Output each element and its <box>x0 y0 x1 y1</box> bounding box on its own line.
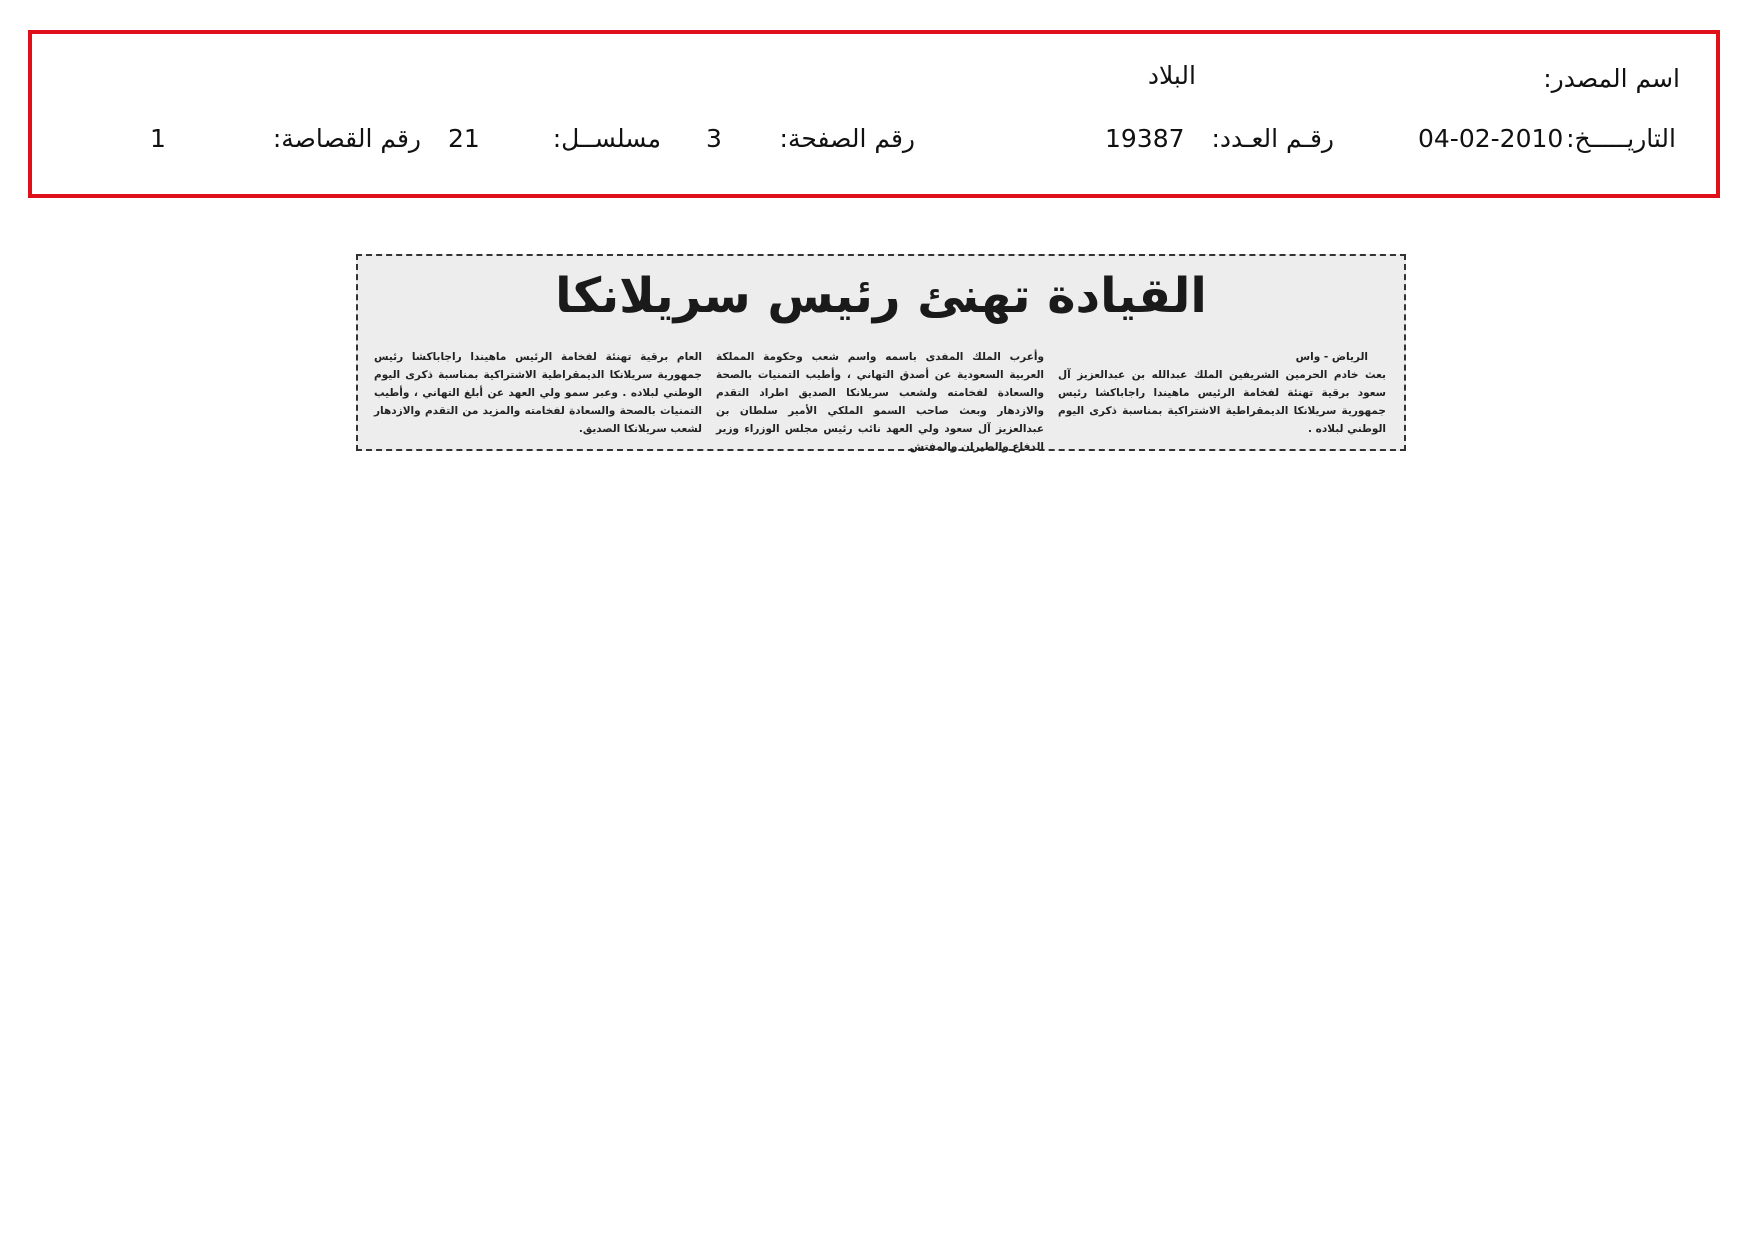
serial-value: 21 <box>448 124 480 153</box>
metadata-header <box>28 30 1720 198</box>
clip-number-label: رقم القصاصة: <box>272 124 421 153</box>
issue-label: رقـم العـدد: <box>1211 124 1334 153</box>
date-value: 04-02-2010 <box>1418 124 1564 153</box>
source-value: البلاد <box>1147 61 1196 90</box>
article-dateline: الرياض - واس <box>1295 351 1368 363</box>
article-column-3 <box>374 348 702 438</box>
date-label: التاريـــــخ: <box>1566 124 1676 153</box>
article-headline: القيادة تهنئ رئيس سريلانكا <box>555 268 1207 324</box>
article-column-text: وأعرب الملك المفدى باسمه واسم شعب وحكومة المملكة العربية السعودية عن أصدق التهاني ، وأطيب التمنيات بالصحة والسعادة لفخامته ولشعب سريلانكا الصديق اطراد التقدم والازدهار وبعث صاحب السمو الملكي الأمير سلطان بن عبدالعزيز آل سعود ولي العهد نائب رئيس مجلس الوزراء وزير الدفاع والطيران والمفتش <box>716 351 1044 453</box>
source-label: اسم المصدر: <box>1543 64 1680 93</box>
clip-number-value: 1 <box>150 124 166 153</box>
issue-value: 19387 <box>1105 124 1185 153</box>
article-column-text: العام برقية تهنئة لفخامة الرئيس ماهيندا راجاباكشا رئيس جمهورية سريلانكا الديمقراطية الاشتراكية بمناسبة ذكرى اليوم الوطني لبلاده . وعبر سمو ولي العهد عن أبلغ التهاني ، وأطيب التمنيات بالصحة والسعادة لفخامته والمزيد من التقدم والازدهار لشعب سريلانكا الصديق. <box>374 351 702 435</box>
serial-label: مسلســل: <box>552 124 661 153</box>
article-column-1 <box>1058 348 1386 438</box>
page-label: رقم الصفحة: <box>779 124 915 153</box>
article-column-text: بعث خادم الحرمين الشريفين الملك عبدالله بن عبدالعزيز آل سعود برقية تهنئة لفخامة الرئيس ماهيندا راجاباكشا رئيس جمهورية سريلانكا الديمقراطية الاشتراكية بمناسبة ذكرى اليوم الوطني لبلاده . <box>1058 369 1386 435</box>
newspaper-clipping <box>356 254 1406 451</box>
page-value: 3 <box>706 124 722 153</box>
article-column-2 <box>716 348 1044 456</box>
